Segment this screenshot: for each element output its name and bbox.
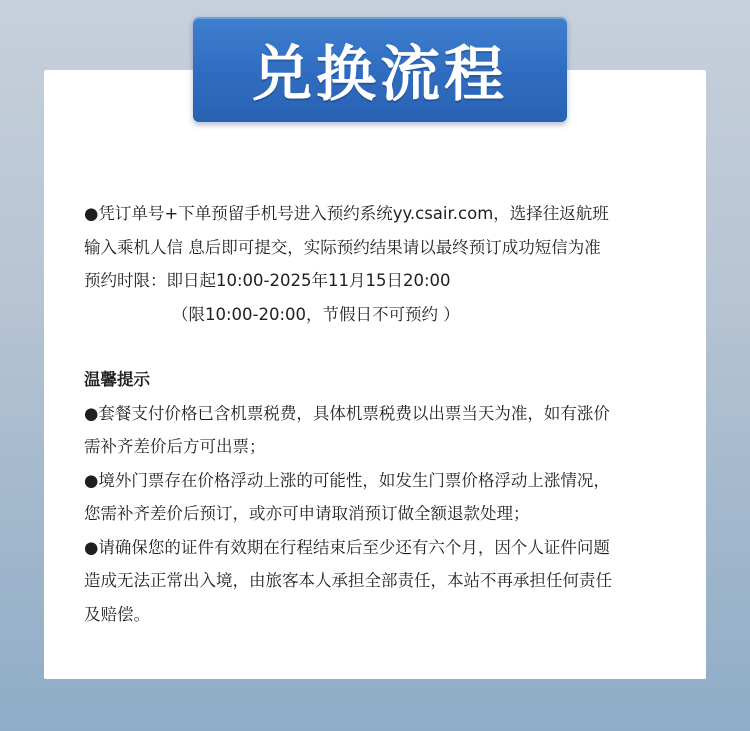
title-banner bbox=[193, 17, 567, 122]
page-title: 兑换流程 bbox=[252, 39, 508, 110]
process-line: 预约时限：即日起10:00-2025年11月15日20:00 bbox=[84, 271, 451, 290]
tip-line: ●请确保您的证件有效期在行程结束后至少还有六个月，因个人证件问题 bbox=[84, 537, 610, 557]
tip-line: ●境外门票存在价格浮动上涨的可能性，如发生门票价格浮动上涨情况， bbox=[84, 470, 610, 490]
tip-line: 需补齐差价后方可出票； bbox=[84, 437, 266, 456]
process-line: （限10:00-20:00，节假日不可预约 ） bbox=[172, 304, 460, 324]
tip-line: 及赔偿。 bbox=[84, 604, 150, 624]
spacer bbox=[84, 331, 684, 363]
content-body bbox=[84, 197, 684, 631]
tip-line: ●套餐支付价格已含机票税费，具体机票税费以出票当天为准，如有涨价 bbox=[84, 403, 610, 423]
tips-heading: 温馨提示 bbox=[84, 370, 150, 389]
process-line: 输入乘机人信 息后即可提交，实际预约结果请以最终预订成功短信为准 bbox=[84, 237, 601, 257]
tip-line: 造成无法正常出入境，由旅客本人承担全部责任，本站不再承担任何责任 bbox=[84, 571, 612, 590]
tip-line: 您需补齐差价后预订，或亦可申请取消预订做全额退款处理； bbox=[84, 504, 530, 523]
process-line: ●凭订单号+下单预留手机号进入预约系统yy.csair.com，选择往返航班 bbox=[84, 204, 609, 223]
